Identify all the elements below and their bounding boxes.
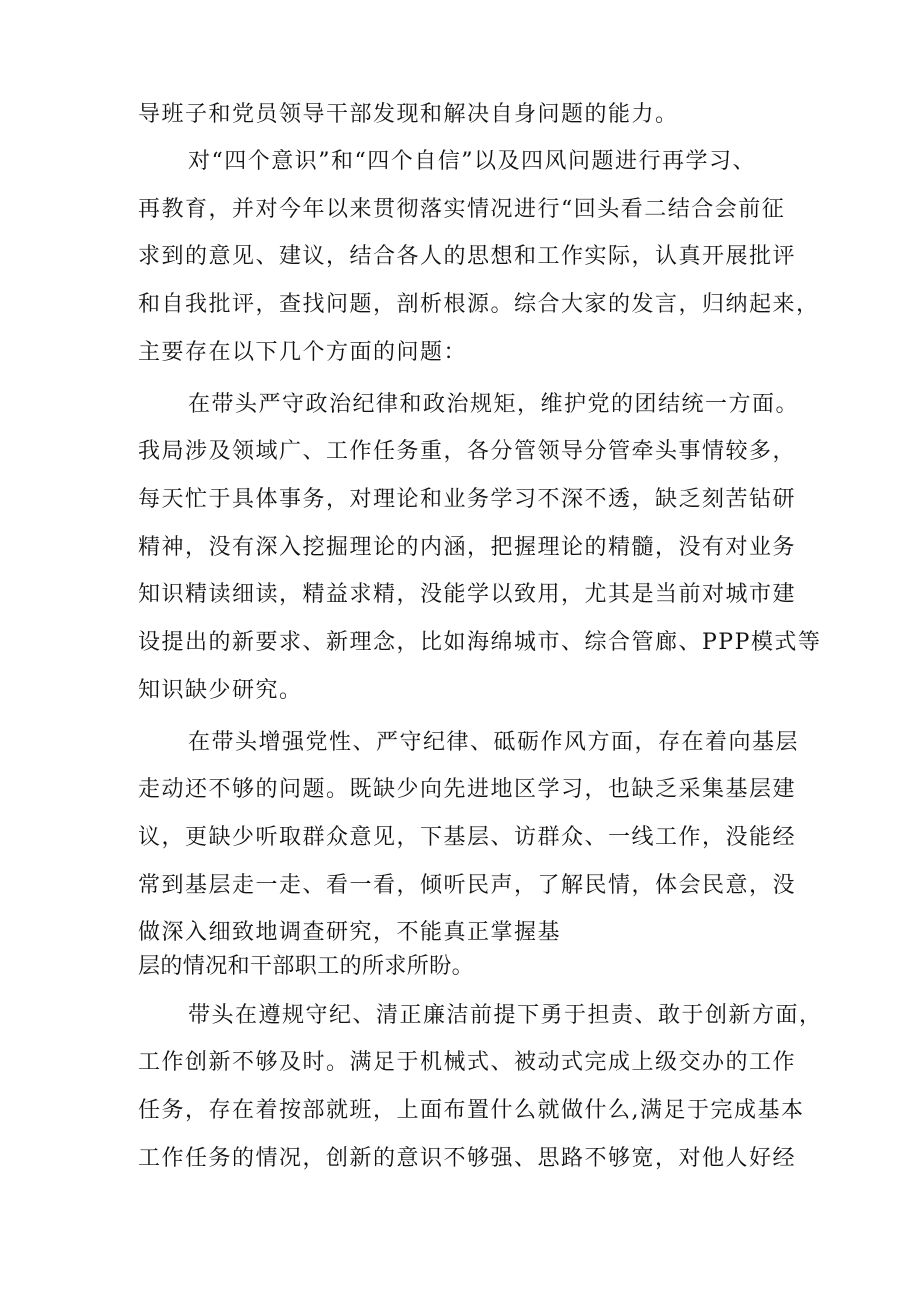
paragraph-start-line: 在带头严守政治纪律和政治规矩，维护党的团结统一方面。: [188, 392, 800, 417]
text-line: 议，更缺少听取群众意见，下基层、访群众、一线工作，没能经: [138, 825, 797, 850]
text-line: 精神，没有深入挖掘理论的内涵，把握理论的精髓，没有对业务: [138, 535, 797, 560]
text-line: 主要存在以下几个方面的问题：: [138, 340, 468, 365]
text-line: 层的情况和干部职工的所求所盼。: [138, 954, 475, 979]
text-line: 任务，存在着按部就班，上面布置什么就做什么,满足于完成基本: [138, 1098, 805, 1123]
text-line: 做深入细致地调查研究，不能真正掌握基: [138, 920, 562, 945]
text-line: 工作创新不够及时。满足于机械式、被动式完成上级交办的工作: [138, 1050, 797, 1075]
text-line: 设提出的新要求、新理念，比如海绵城市、综合管廊、PPP模式等: [138, 630, 822, 655]
text-line: 工作任务的情况，创新的意识不够强、思路不够宽，对他人好经: [138, 1146, 797, 1171]
paragraph-start-line: 带头在遵规守纪、清正廉洁前提下勇于担责、敢于创新方面，: [188, 1003, 823, 1028]
text-line: 我局涉及领域广、工作任务重，各分管领导分管牵头事情较多，: [138, 439, 797, 464]
text-line: 知识缺少研究。: [138, 678, 303, 703]
text-line: 知识精读细读，精益求精，没能学以致用，尤其是当前对城市建: [138, 582, 797, 607]
paragraph-start-line: 在带头增强党性、严守纪律、砥砺作风方面，存在着向基层: [188, 730, 800, 755]
text-line: 走动还不够的问题。既缺少向先进地区学习，也缺乏采集基层建: [138, 777, 797, 802]
text-line: 每天忙于具体事务，对理论和业务学习不深不透，缺乏刻苦钻研: [138, 487, 797, 512]
paragraph-start-line: 对“四个意识”和“四个自信”以及四风问题进行再学习、: [188, 149, 756, 174]
text-line: 和自我批评，查找问题，剖析根源。综合大家的发言，归纳起来，: [138, 292, 820, 317]
text-line: 再教育，并对今年以来贯彻落实情况进行“回头看二结合会前征: [138, 197, 786, 222]
text-line: 导班子和党员领导干部发现和解决自身问题的能力。: [138, 102, 679, 127]
text-line: 常到基层走一走、看一看，倾听民声，了解民情，体会民意，没: [138, 873, 797, 898]
text-line: 求到的意见、建议，结合各人的思想和工作实际，认真开展批评: [138, 244, 797, 269]
